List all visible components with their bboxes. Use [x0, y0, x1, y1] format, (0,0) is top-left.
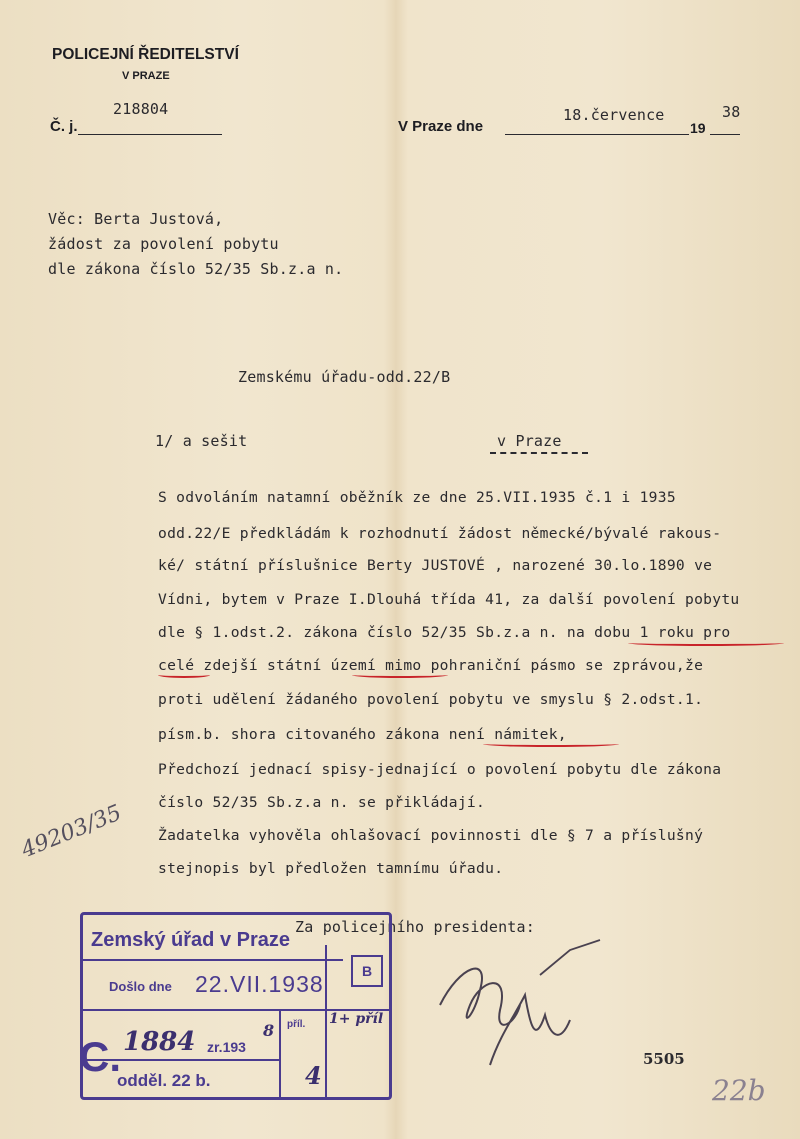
handwritten-signature: [420, 935, 620, 1075]
body-line: stejnopis byl předložen tamnímu úřadu.: [158, 860, 504, 877]
body-line: odd.22/E předkládám k rozhodnutí žádost německé/bývalé rakous-: [158, 525, 722, 542]
body-line: proti udělení žádaného povolení pobytu ve smyslu § 2.odst.1.: [158, 691, 704, 708]
body-line: písm.b. shora citovaného zákona není námitek,: [158, 726, 567, 743]
place-date-label: V Praze dne: [398, 118, 484, 135]
body-line: S odvoláním natamní oběžník ze dne 25.VII.1935 č.1 i 1935: [158, 489, 676, 506]
office-city: V PRAZE: [122, 70, 170, 82]
reference-label: Č. j.: [50, 118, 78, 135]
reference-line: [78, 134, 222, 135]
stamp-prilohy-value: 1+ příl: [329, 1011, 384, 1027]
receipt-stamp: [80, 912, 392, 1100]
stamp-title: Zemský úřad v Praze: [91, 929, 290, 951]
body-line: Vídni, bytem v Praze I.Dlouhá třída 41, za další povolení pobytu: [158, 591, 740, 608]
footer-number: 5505: [643, 1050, 685, 1068]
stamp-received-label: Došlo dne: [109, 979, 172, 994]
reference-number: 218804: [113, 100, 169, 118]
year-line: [710, 134, 740, 135]
stamp-year-label: zr.193: [207, 1039, 246, 1055]
red-underline: [158, 672, 210, 678]
signature-label: Za policejního presidenta:: [295, 918, 535, 936]
stamp-handwritten-number: 1884: [123, 1027, 196, 1057]
date-century: 19: [690, 120, 706, 136]
subject-line-2: žádost za povolení pobytu: [48, 235, 279, 253]
enclosure-item: 1/ a sešit: [155, 432, 248, 450]
stamp-column-line: [279, 1009, 281, 1099]
body-line: Žadatelka vyhověla ohlašovací povinnosti dle § 7 a příslušný: [158, 827, 704, 844]
subject-line-1: Věc: Berta Justová,: [48, 210, 224, 228]
stamp-dept-box: [351, 955, 383, 987]
corner-note: 22b: [712, 1074, 766, 1107]
body-line: Předchozí jednací spisy-jednající o povolení pobytu dle zákona: [158, 761, 722, 778]
red-underline: [628, 640, 784, 646]
stamp-divider: [83, 959, 343, 961]
body-line: dle § 1.odst.2. zákona číslo 52/35 Sb.z.a n. na dobu 1 roku pro: [158, 624, 731, 641]
enclosure-place: v Praze: [497, 432, 562, 450]
margin-note: 49203/35: [18, 800, 126, 864]
stamp-count: 4: [305, 1061, 322, 1090]
stamp-dept-label: odděl. 22 b.: [117, 1071, 211, 1090]
body-line: celé zdejší státní území mimo pohraniční pásmo se zprávou,že: [158, 657, 704, 674]
stamp-dept-letter: C.: [79, 1033, 121, 1080]
stamp-prilohy-label: příl.: [287, 1019, 306, 1030]
body-line: ké/ státní příslušnice Berty JUSTOVÉ , narozené 30.lo.1890 ve: [158, 557, 713, 574]
red-underline: [483, 741, 619, 747]
enclosure-underline: [490, 452, 588, 454]
stamp-column-line: [325, 945, 327, 1099]
addressee: Zemskému úřadu-odd.22/B: [238, 368, 451, 386]
subject-line-3: dle zákona číslo 52/35 Sb.z.a n.: [48, 260, 344, 278]
date-line: [505, 134, 689, 135]
body-line: číslo 52/35 Sb.z.a n. se přikládají.: [158, 794, 486, 811]
stamp-received-date: 22.VII.1938: [195, 971, 324, 997]
red-underline: [352, 672, 448, 678]
stamp-year-digit: 8: [263, 1021, 275, 1040]
stamp-dept-box-letter: B: [361, 963, 373, 979]
office-name: POLICEJNÍ ŘEDITELSTVÍ: [52, 46, 239, 63]
date-day-month: 18.července: [563, 106, 665, 124]
date-year: 38: [722, 103, 741, 121]
